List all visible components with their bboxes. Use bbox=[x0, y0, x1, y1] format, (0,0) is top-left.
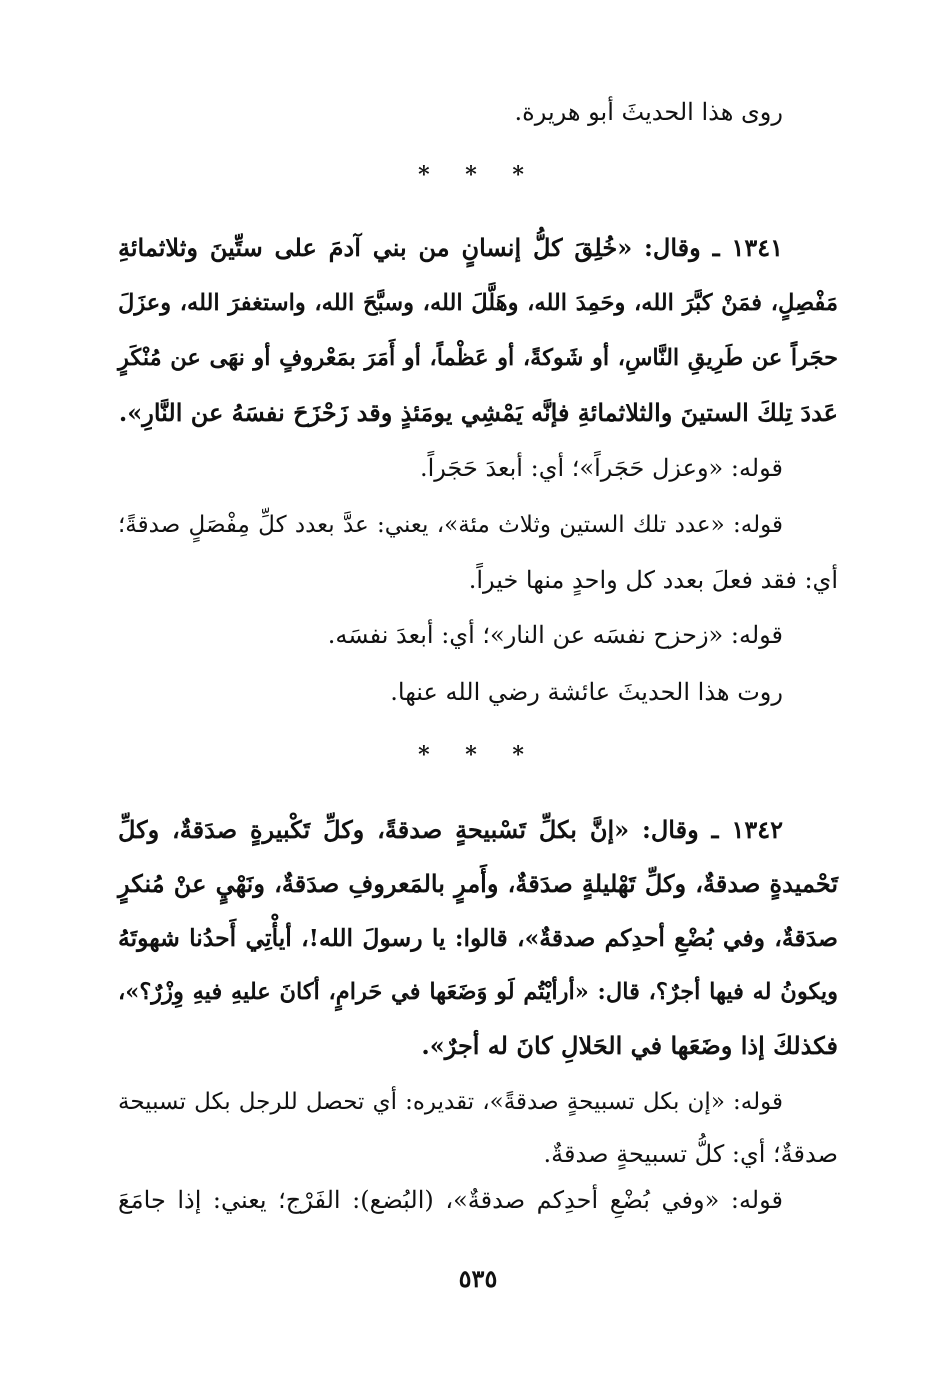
hadith-1341-note-2-line-1: قوله: «عدد تلك الستين وثلاث مئة»، يعني: عدَّ بعدد كلِّ مِفْصَلٍ صدقةً؛ bbox=[118, 512, 784, 538]
hadith-1341-note-3: قوله: «زحزح نفسَه عن النار»؛ أي: أبعدَ نفسَه. bbox=[327, 621, 783, 649]
hadith-1342-line-3: صدَقةٌ، وفي بُضْعِ أحدِكم صدقةٌ»، قالوا: يا رسولَ الله!، أيأْتِي أَحدُنا شهوتَهُ bbox=[118, 924, 838, 952]
narrator-line-1340: روى هذا الحديثَ أبو هريرة. bbox=[514, 98, 783, 126]
hadith-1341-note-1: قوله: «وعزل حَجَراً»؛ أي: أبعدَ حَجَراً. bbox=[419, 454, 783, 482]
hadith-1342-line-4: ويكونُ له فيها أجرٌ؟، قال: «أرأيْتُم لَو وَضَعَها في حَرامٍ، أكانَ عليهِ فيهِ وِزْرٌ؟»، bbox=[118, 979, 838, 1005]
hadith-1342-line-2: تَحْميدةٍ صدقةٌ، وكلِّ تَهْليلةٍ صدَقةٌ، وأَمرٍ بالمَعروفِ صدَقةٌ، ونَهْيٍ عنْ مُنكرٍ bbox=[118, 869, 838, 898]
hadith-1341-line-3: حجَراً عن طَرِيقِ النَّاسِ، أو شَوكةً، أو عَظْماً، أو أَمَرَ بمَعْروفٍ أو نهَى عن مُنْكَرٍ bbox=[118, 345, 838, 371]
hadith-1341-line-4: عَددَ تِلكَ الستينَ والثلاثمائةِ فإنَّه يَمْشِي يومَئذٍ وقد زَحْزَحَ نفسَهُ عن النَّارِ». bbox=[118, 398, 838, 427]
hadith-1342-note-2: قوله: «وفي بُضْعِ أحدِكم صدقةٌ»، (البُضع): الفَرْج؛ يعني: إذا جامَعَ bbox=[118, 1186, 783, 1214]
narrator-line-1341: روت هذا الحديثَ عائشة رضي الله عنها. bbox=[390, 678, 783, 706]
hadith-1342-note-1-line-1: قوله: «إن بكل تسبيحةٍ صدقةً»، تقديره: أي تحصل للرجل بكل تسبيحة bbox=[118, 1089, 783, 1115]
hadith-1341-line-2: مَفْصِلٍ، فمَنْ كبَّرَ الله، وحَمِدَ الله، وهَلَّلَ الله، وسبَّحَ الله، واستغفرَ الله، وعزَلَ bbox=[118, 290, 838, 316]
separator-1: * * * bbox=[418, 162, 538, 188]
separator-2: * * * bbox=[418, 742, 538, 768]
hadith-1342-line-5: فكذلكَ إذا وضَعَها في الحَلالِ كانَ له أجرٌ». bbox=[421, 1031, 838, 1060]
hadith-1342-line-1: ١٣٤٢ ـ وقال: «إنَّ بكلِّ تَسْبيحةٍ صدقةً، وكلِّ تَكْبيرةٍ صدَقةٌ، وكلِّ bbox=[118, 815, 783, 844]
hadith-1341-note-2-line-2: أي: فقد فعلَ بعدد كل واحدٍ منها خيراً. bbox=[468, 566, 838, 594]
page bbox=[118, 0, 838, 1377]
page-number: ٥٣٥ bbox=[458, 1264, 498, 1293]
hadith-1342-note-1-line-2: صدقةٌ؛ أي: كلُّ تسبيحةٍ صدقةٌ. bbox=[543, 1140, 838, 1168]
hadith-1341-line-1: ١٣٤١ ـ وقال: «خُلِقَ كلُّ إنسانٍ من بني آدمَ على ستِّينَ وثلاثمائةِ bbox=[118, 233, 783, 262]
